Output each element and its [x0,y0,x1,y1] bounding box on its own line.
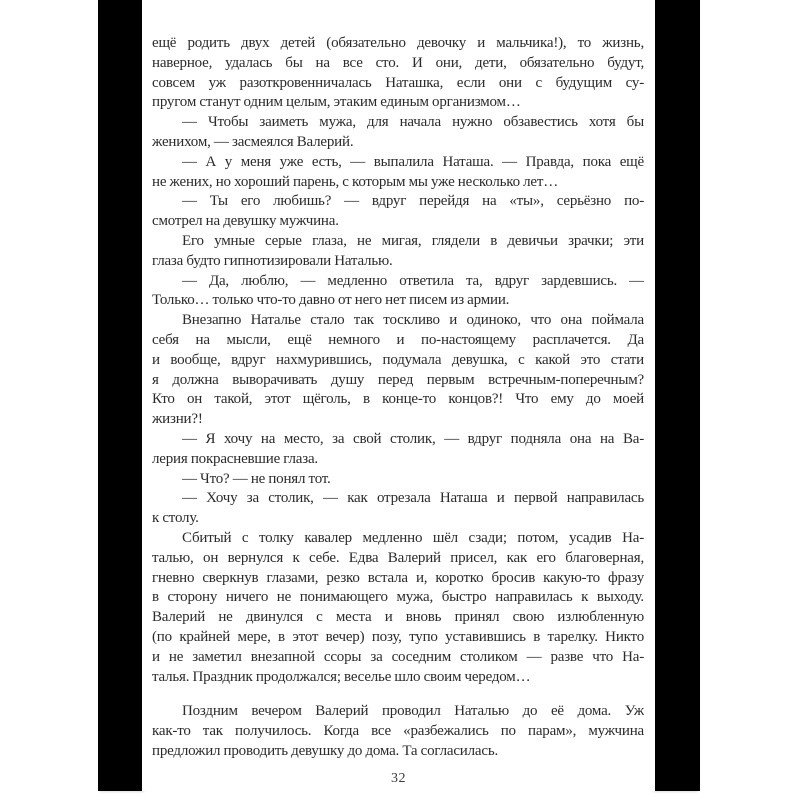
text-line: себя на мысли, ещё немного и по-настоящему расплачется. Да [152,331,644,348]
text-line: смотрел на девушку мужчина. [152,213,339,230]
text-line: как-то так получилось. Когда все «разбежались по парам», мужчина [152,723,644,740]
text-line: и не заметил внезапной ссоры за соседним столиком — разве что На- [152,648,644,665]
page-number: 32 [391,771,406,786]
text-line: женихом, — засмеялся Валерий. [152,133,354,150]
text-line: глаза будто гипнотизировали Наталью. [152,252,393,269]
text-line: талья. Праздник продолжался; веселье шло своим чередом… [152,668,531,685]
paragraph [152,272,644,312]
text-line: гневно сверкнув глазами, резко встала и, коротко бросив какую-то фразу [152,569,644,586]
text-line: Только… только что-то давно от него нет писем из армии. [152,292,510,309]
text-line: Его умные серые глаза, не мигая, глядели в девичьи зрачки; эти [182,232,644,249]
text-line: совсем уж разоткровенничалась Наташка, если они с будущим су- [152,74,644,91]
text-line: лерия покрасневшие глаза. [152,450,318,467]
text-line: — Чтобы заиметь мужа, для начала нужно обзавестись хотя бы [182,114,644,131]
text-line: — Ты его любишь? — вдруг перейдя на «ты», серьёзно по- [182,193,644,210]
paragraph [152,192,644,232]
text-line: ещё родить двух детей (обязательно девочку и мальчика!), то жизнь, [152,35,644,51]
text-line: к столу. [152,510,199,527]
paragraph [152,153,644,193]
paragraph [152,702,644,761]
text-line: Валерий не двинулся с места и вновь принял свою излюбленную [152,609,644,626]
text-block [152,34,644,762]
text-line: талью, он вернулся к себе. Едва Валерий присел, как его благоверная, [152,549,644,566]
paragraph [152,311,644,430]
text-line: Поздним вечером Валерий проводил Наталью до её дома. Уж [182,703,644,720]
book-edge-left [98,0,142,791]
paragraph [152,34,644,113]
text-line: — Что? — не понял тот. [182,470,331,487]
text-line: наверное, удалась бы на все сто. И они, дети, обязательно будут, [152,54,644,71]
paragraph [152,113,644,153]
paragraph [152,430,644,470]
text-line: не жених, но хороший парень, с которым мы уже несколько лет… [152,173,559,190]
paragraph [152,529,644,687]
text-line: жизни?! [152,411,203,428]
text-line: пругом станут одним целым, этаким единым организмом… [152,94,521,111]
text-line: — Да, люблю, — медленно ответила та, вдруг зардевшись. — [182,272,644,289]
text-line: предложил проводить девушку до дома. Та согласилась. [152,742,499,759]
text-line: — Я хочу на место, за свой столик, — вдруг подняла она на Ва- [182,430,644,447]
book-page [142,0,655,791]
text-line: — Хочу за столик, — как отрезала Наташа и первой направилась [182,490,644,507]
text-line: Кто он такой, этот щёголь, в конце-то концов?! Что ему до моей [152,391,644,408]
paragraph [152,232,644,272]
text-line: Сбитый с толку кавалер медленно шёл сзади; потом, усадив На- [182,529,644,546]
text-line: в сторону ничего не понимающего мужа, быстро направилась к выходу. [152,589,644,606]
text-line: — А у меня уже есть, — выпалила Наташа. — Правда, пока ещё [182,153,644,170]
text-line: Внезапно Наталье стало так тоскливо и одиноко, что она поймала [182,312,644,329]
book-edge-right [655,0,700,791]
paragraph [152,470,644,490]
text-line: я должна выворачивать душу перед первым встречным-поперечным? [152,371,644,388]
text-line: (по крайней мере, в этот вечер) позу, тупо уставившись в тарелку. Никто [152,628,644,645]
paragraph [152,489,644,529]
text-line: и вообще, вдруг нахмурившись, подумала девушка, с какой это стати [152,351,644,368]
